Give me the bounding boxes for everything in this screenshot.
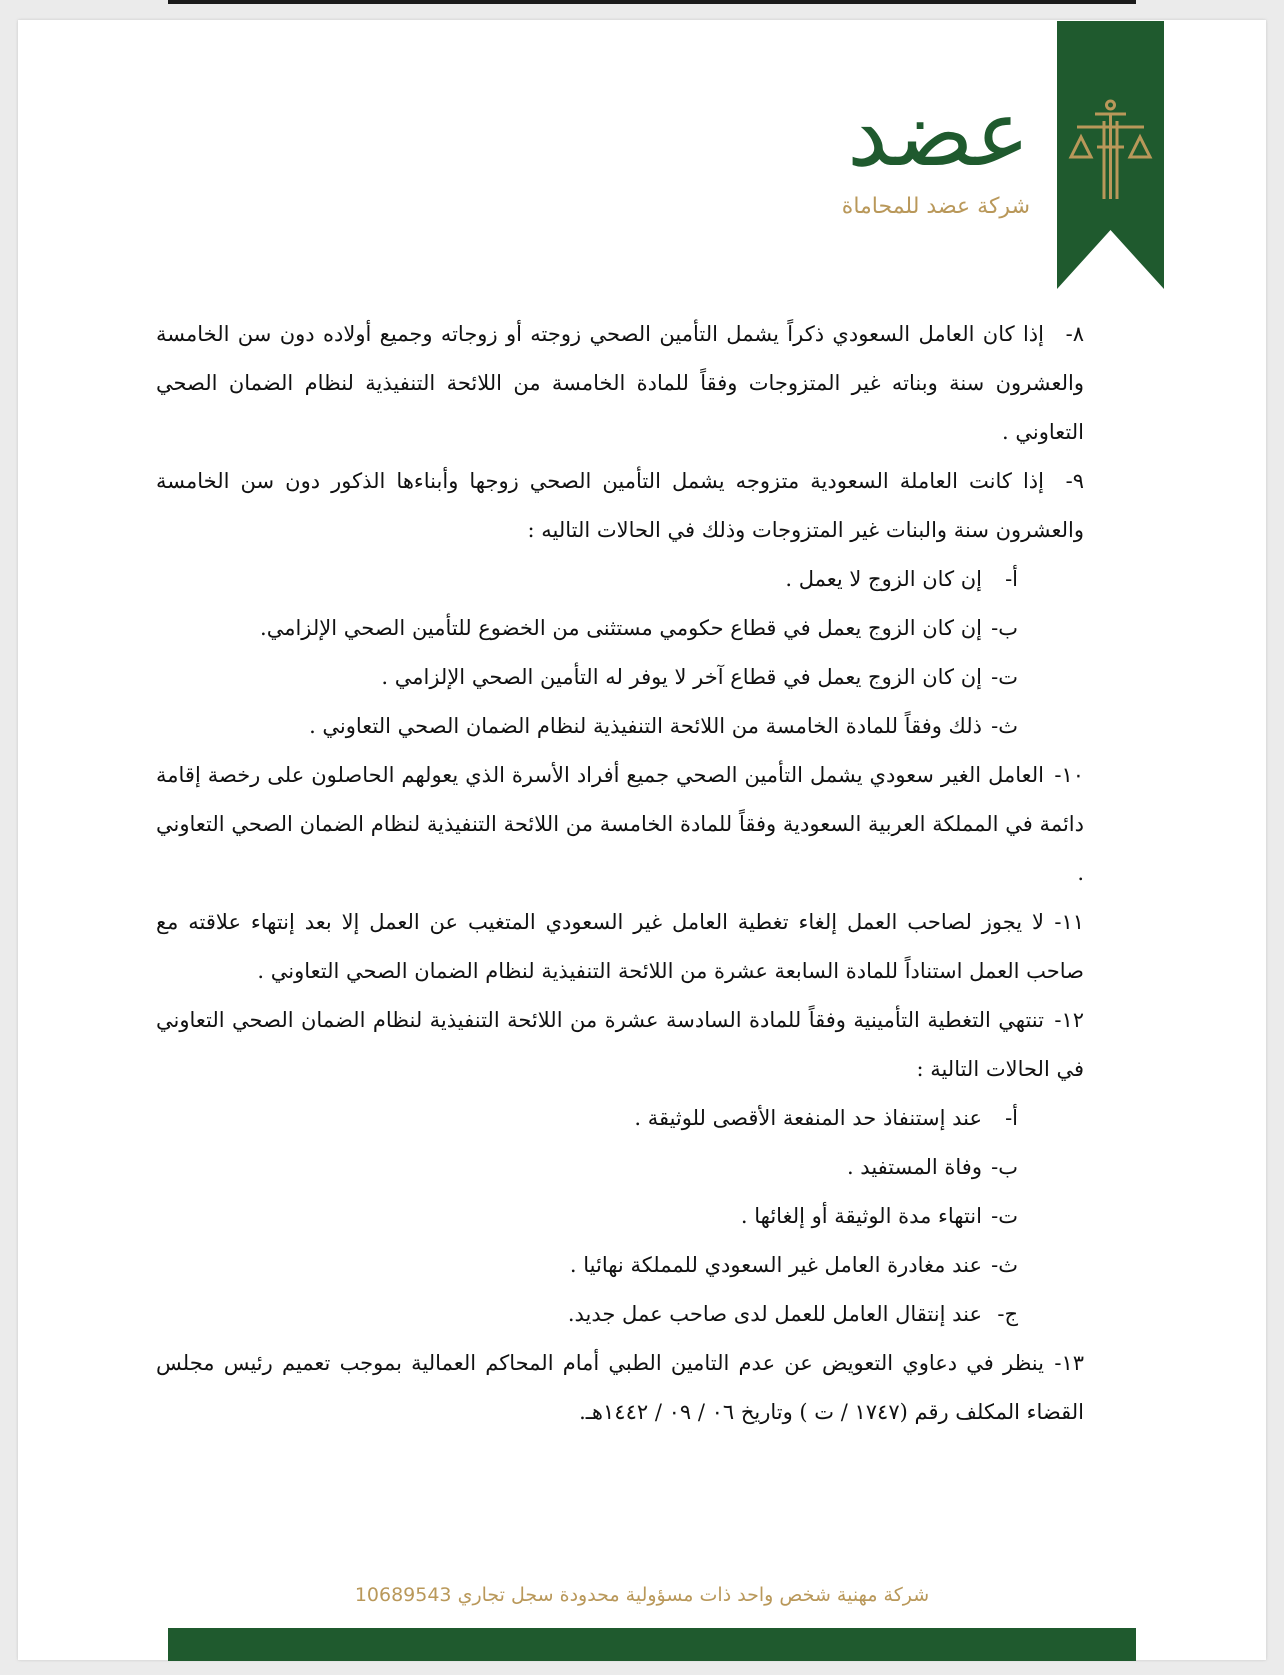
item-number: ١٢- — [1054, 1008, 1084, 1032]
sub-list-item — [156, 1290, 1018, 1339]
scales-of-justice-icon — [1067, 99, 1154, 209]
item-text: إذا كان العامل السعودي ذكراً يشمل التأمين الصحي زوجته أو زوجاته وجميع أولاده دون سن الخامسة والعشرون سنة وبناته غير المتزوجات وفقاً للمادة الخامسة من اللائحة التنفيذية لنظام الضمان الصحي التعاوني . — [156, 322, 1084, 444]
item-text: إذا كانت العاملة السعودية متزوجه يشمل التأمين الصحي زوجها وأبناءها الذكور دون سن الخامسة والعشرون سنة والبنات غير المتزوجات وذلك في الحالات التاليه : — [156, 469, 1084, 542]
item-number: ج- — [997, 1302, 1018, 1326]
document-body — [156, 310, 1084, 1437]
item-text: العامل الغير سعودي يشمل التأمين الصحي جميع أفراد الأسرة الذي يعولهم الحاصلون على رخصة إقامة دائمة في المملكة العربية السعودية وفقاً للمادة الخامسة من اللائحة التنفيذية لنظام الضمان الصحي التعاوني . — [156, 763, 1084, 885]
sub-list-item — [156, 604, 1018, 653]
list-item — [156, 996, 1084, 1094]
item-text: إن كان الزوج يعمل في قطاع حكومي مستثنى من الخضوع للتأمين الصحي الإلزامي. — [260, 616, 982, 640]
item-number: ٩- — [1065, 469, 1084, 493]
item-text: لا يجوز لصاحب العمل إلغاء تغطية العامل غير السعودي المتغيب عن العمل إلا بعد إنتهاء علاقته مع صاحب العمل استناداً للمادة السابعة عشرة من اللائحة التنفيذية لنظام الضمان الصحي التعاوني . — [156, 910, 1084, 983]
list-item — [156, 310, 1084, 457]
sub-list-item — [156, 555, 1018, 604]
list-item — [156, 898, 1084, 996]
item-text: عند إستنفاذ حد المنفعة الأقصى للوثيقة . — [634, 1106, 982, 1130]
item-text: وفاة المستفيد . — [846, 1155, 982, 1179]
sub-list-item — [156, 702, 1018, 751]
item-number: ب- — [991, 1155, 1018, 1179]
item-number: ٨- — [1065, 322, 1084, 346]
item-number: ١١- — [1054, 910, 1084, 934]
item-text: عند إنتقال العامل للعمل لدى صاحب عمل جديد. — [567, 1302, 982, 1326]
item-number: أ- — [1005, 1106, 1018, 1130]
item-number: ب- — [991, 616, 1018, 640]
list-item — [156, 457, 1084, 555]
footer-registration-text: شركة مهنية شخص واحد ذات مسؤولية محدودة سجل تجاري 10689543 — [354, 1584, 930, 1606]
item-text: إن كان الزوج يعمل في قطاع آخر لا يوفر له التأمين الصحي الإلزامي . — [381, 665, 982, 689]
item-number: ١٣- — [1054, 1351, 1084, 1375]
sub-list-item — [156, 1241, 1018, 1290]
sub-list-item — [156, 1143, 1018, 1192]
sub-list-item — [156, 1094, 1018, 1143]
list-item — [156, 751, 1084, 898]
company-logo-wordmark: عضد — [847, 80, 1030, 187]
item-number: ١٠- — [1054, 763, 1084, 787]
item-number: ت- — [991, 1204, 1018, 1228]
item-number: ث- — [991, 1253, 1018, 1277]
top-edge-strip — [168, 0, 1136, 4]
list-item — [156, 1339, 1084, 1437]
company-name: شركة عضد للمحاماة — [841, 194, 1030, 219]
footer-bar — [168, 1628, 1136, 1661]
item-text: انتهاء مدة الوثيقة أو إلغائها . — [740, 1204, 982, 1228]
item-text: ينظر في دعاوي التعويض عن عدم التامين الطبي أمام المحاكم العمالية بموجب تعميم رئيس مجلس القضاء المكلف رقم (١٧٤٧ / ت ) وتاريخ ٠٦ / ٠٩ / ١٤٤٢هـ. — [156, 1351, 1084, 1424]
sub-list-item — [156, 1192, 1018, 1241]
item-number: ت- — [991, 665, 1018, 689]
item-text: ذلك وفقاً للمادة الخامسة من اللائحة التنفيذية لنظام الضمان الصحي التعاوني . — [309, 714, 982, 738]
sub-list-item — [156, 653, 1018, 702]
item-text: تنتهي التغطية التأمينية وفقاً للمادة السادسة عشرة من اللائحة التنفيذية لنظام الضمان الصحي التعاوني في الحالات التالية : — [156, 1008, 1084, 1081]
item-number: أ- — [1005, 567, 1018, 591]
item-number: ث- — [991, 714, 1018, 738]
item-text: عند مغادرة العامل غير السعودي للمملكة نهائيا . — [569, 1253, 982, 1277]
item-text: إن كان الزوج لا يعمل . — [785, 567, 982, 591]
